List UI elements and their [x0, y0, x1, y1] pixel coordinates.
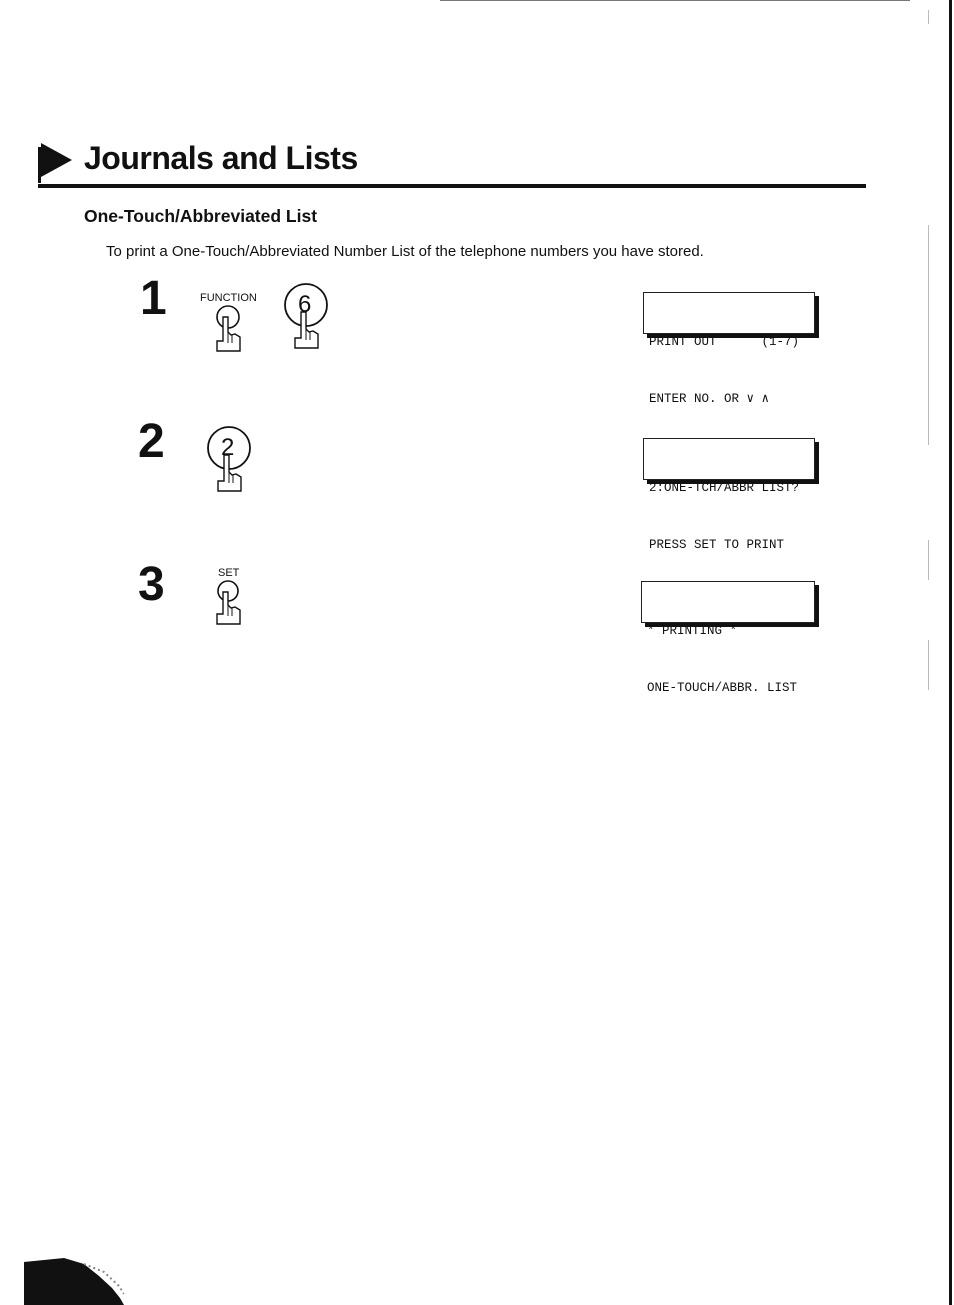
page-title: Journals and Lists: [84, 140, 358, 176]
scan-mark: [928, 540, 929, 580]
lcd-line: 2:ONE-TCH/ABBR LIST?: [649, 481, 800, 495]
lcd-line: PRINT OUT (1-7): [649, 335, 800, 349]
set-key-label: SET: [218, 567, 240, 579]
key-6-label: 6: [298, 291, 312, 318]
function-key-icon: [208, 303, 248, 353]
step-number: 3: [138, 558, 165, 611]
scan-mark: [928, 640, 929, 690]
step-number: 1: [140, 272, 167, 325]
lcd-display: [643, 438, 815, 552]
lcd-line: * PRINTING *: [647, 624, 738, 638]
set-key-icon: [208, 578, 248, 626]
scan-mark: [928, 10, 929, 24]
lcd-line: ONE-TOUCH/ABBR. LIST: [647, 681, 798, 695]
key-2-label: 2: [221, 434, 235, 461]
intro-text: To print a One-Touch/Abbreviated Number List of the telephone numbers you have stored.: [106, 243, 704, 260]
step-number: 2: [138, 415, 165, 468]
lcd-display: [641, 581, 815, 695]
lcd-display: [643, 292, 815, 406]
scan-mark: [928, 225, 929, 445]
title-underline: [38, 184, 866, 188]
scan-smudge: [24, 1258, 124, 1305]
section-title: One-Touch/Abbreviated List: [84, 206, 318, 226]
lcd-line: PRESS SET TO PRINT: [649, 538, 785, 552]
function-key-label: FUNCTION: [200, 292, 257, 304]
page-edge-rule: [949, 0, 952, 1305]
lcd-line: ENTER NO. OR ∨ ∧: [649, 392, 770, 406]
scan-top-edge: [440, 0, 910, 1]
section-arrow-icon: [38, 139, 76, 183]
